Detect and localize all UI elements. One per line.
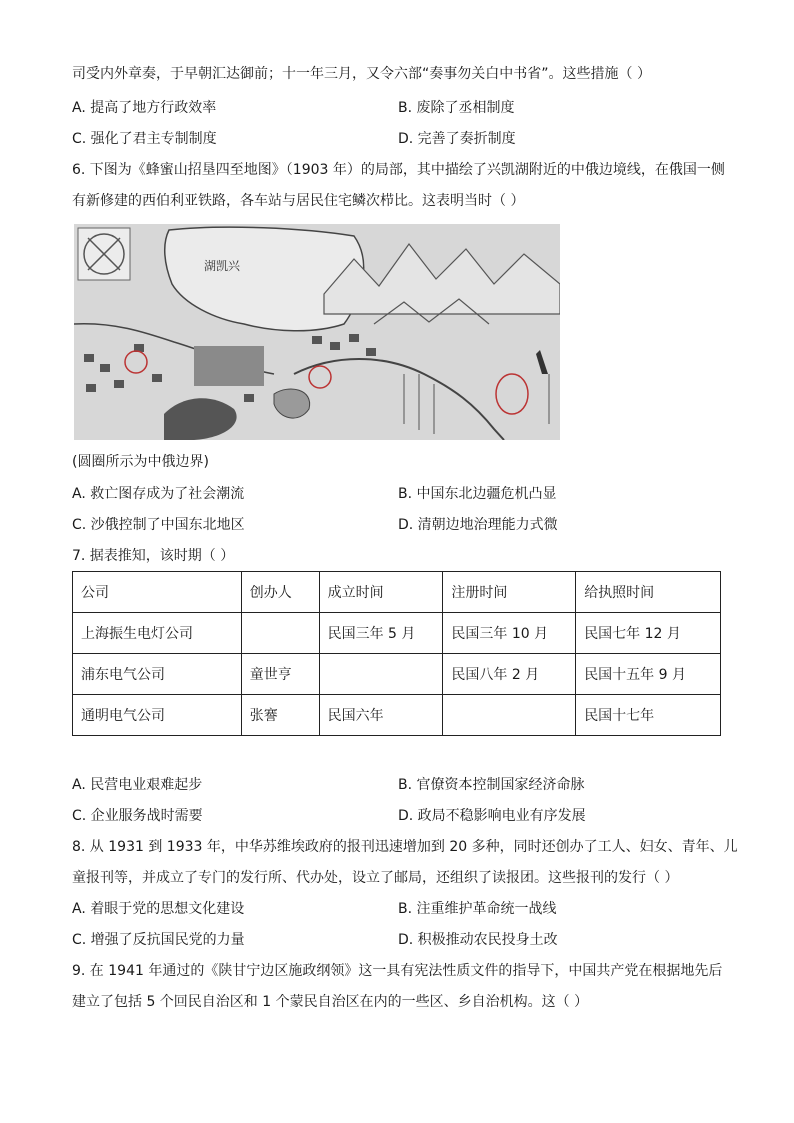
table-cell: 张謇 xyxy=(241,695,319,736)
q6-map-caption: (圆圈所示为中俄边界) xyxy=(72,454,209,470)
q7-option-a: A. 民营电业艰难起步 xyxy=(72,777,203,793)
table-row xyxy=(73,613,721,654)
q6-option-b: B. 中国东北边疆危机凸显 xyxy=(398,486,557,502)
table-cell: 童世亨 xyxy=(241,654,319,695)
q8-option-d: D. 积极推动农民投身土改 xyxy=(398,932,558,948)
q6-option-a: A. 救亡图存成为了社会潮流 xyxy=(72,486,245,502)
table-header-cell: 给执照时间 xyxy=(576,572,721,613)
q5-stem: 司受内外章奏，于早朝汇达御前；十一年三月，又令六部“奏事勿关白中书省”。这些措施（ ） xyxy=(72,66,651,82)
q5-option-a: A. 提高了地方行政效率 xyxy=(72,100,217,116)
q6-option-d: D. 清朝边地治理能力式微 xyxy=(398,517,558,533)
q6-stem-line2: 有新修建的西伯利亚铁路，各车站与居民住宅鳞次栉比。这表明当时（ ） xyxy=(72,193,525,209)
table-header-cell: 公司 xyxy=(73,572,242,613)
q6-option-c: C. 沙俄控制了中国东北地区 xyxy=(72,517,245,533)
q7-option-d: D. 政局不稳影响电业有序发展 xyxy=(398,808,586,824)
table-header-cell: 成立时间 xyxy=(319,572,443,613)
table-cell: 浦东电气公司 xyxy=(73,654,242,695)
table-cell: 民国六年 xyxy=(319,695,443,736)
table-header-cell: 注册时间 xyxy=(443,572,576,613)
q9-stem-line1: 9. 在 1941 年通过的《陕甘宁边区施政纲领》这一具有宪法性质文件的指导下，中国共产党在根据地先后 xyxy=(72,963,723,979)
q8-stem-line1: 8. 从 1931 到 1933 年，中华苏维埃政府的报刊迅速增加到 20 多种，同时还创办了工人、妇女、青年、儿 xyxy=(72,839,738,855)
table-cell xyxy=(319,654,443,695)
table-cell: 民国十五年 9 月 xyxy=(576,654,721,695)
q7-stem: 7. 据表推知，该时期（ ） xyxy=(72,548,235,564)
q6-stem-line1: 6. 下图为《蜂蜜山招垦四至地图》（1903 年）的局部，其中描绘了兴凯湖附近的中俄边境线，在俄国一侧 xyxy=(72,162,725,178)
q5-option-d: D. 完善了奏折制度 xyxy=(398,131,516,147)
table-row xyxy=(73,654,721,695)
q9-stem-line2: 建立了包括 5 个回民自治区和 1 个蒙民自治区在内的一些区、乡自治机构。这（ ） xyxy=(72,994,589,1010)
table-cell: 民国三年 5 月 xyxy=(319,613,443,654)
q8-option-b: B. 注重维护革命统一战线 xyxy=(398,901,557,917)
table-cell: 上海振生电灯公司 xyxy=(73,613,242,654)
table-cell xyxy=(443,695,576,736)
q8-option-c: C. 增强了反抗国民党的力量 xyxy=(72,932,245,948)
historical-map-image xyxy=(74,224,560,440)
table-cell: 民国八年 2 月 xyxy=(443,654,576,695)
q7-option-b: B. 官僚资本控制国家经济命脉 xyxy=(398,777,585,793)
table-row xyxy=(73,695,721,736)
table-header-row xyxy=(73,572,721,613)
q5-option-b: B. 废除了丞相制度 xyxy=(398,100,515,116)
table-cell: 民国三年 10 月 xyxy=(443,613,576,654)
compass-rose-icon xyxy=(78,228,130,280)
table-cell xyxy=(241,613,319,654)
company-table xyxy=(72,571,721,736)
q7-option-c: C. 企业服务战时需要 xyxy=(72,808,203,824)
lake-label: 湖凯兴 xyxy=(204,259,241,273)
q8-option-a: A. 着眼于党的思想文化建设 xyxy=(72,901,245,917)
table-cell: 民国七年 12 月 xyxy=(576,613,721,654)
table-cell: 通明电气公司 xyxy=(73,695,242,736)
q8-stem-line2: 童报刊等，并成立了专门的发行所、代办处，设立了邮局，还组织了读报团。这些报刊的发行（ ） xyxy=(72,870,679,886)
table-cell: 民国十七年 xyxy=(576,695,721,736)
table-header-cell: 创办人 xyxy=(241,572,319,613)
q5-option-c: C. 强化了君主专制制度 xyxy=(72,131,217,147)
